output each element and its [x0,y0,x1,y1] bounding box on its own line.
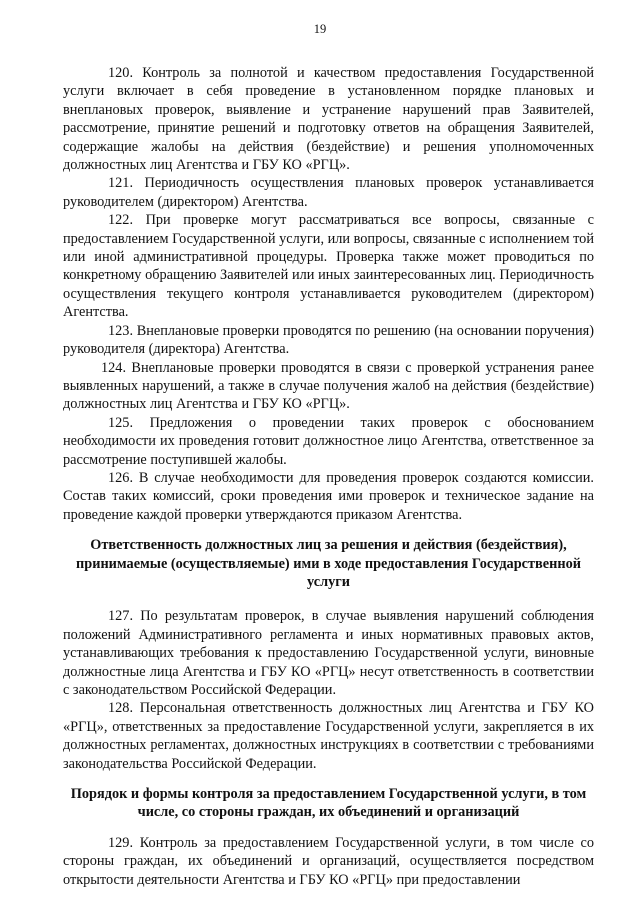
paragraph-126: 126. В случае необходимости для проведения проверок создаются комиссии. Состав таких комиссий, сроки проведения ими проверок и техническое задание на проведение каждой проверки утверждаются приказом Агентства. [63,469,594,523]
paragraph-120: 120. Контроль за полнотой и качеством предоставления Государственной услуги включает в себя проведение в установленном порядке плановых и внеплановых проверок, выявление и устранение нарушений прав Заявителей, рассмотрение, принятие решений и подготовку ответов на обращения Заявителей, содержащие жалобы на действия (бездействие) и решения уполномоченных должностных лиц Агентства и ГБУ КО «РГЦ». [63,65,594,174]
section-heading-responsibility: Ответственность должностных лиц за решения и действия (бездействия), принимаемые (осуществляемые) ими в ходе предоставления Государственной услуги [76,537,581,590]
paragraph-123: 123. Внеплановые проверки проводятся по решению (на основании поручения) руководителя (директора) Агентства. [63,322,594,358]
paragraph-122: 122. При проверке могут рассматриваться все вопросы, связанные с предоставлением Государственной услуги, или вопросы, связанные с исполнением той или иной административной процедуры. Проверка также может проводиться по конкретному обращению Заявителей или иных заинтересованных лиц. Периодичность осуществления текущего контроля устанавливается руководителем (директором) Агентства. [63,212,594,321]
paragraph-124: 124. Внеплановые проверки проводятся в связи с проверкой устранения ранее выявленных нарушений, а также в случае получения жалоб на действия (бездействие) должностных лиц Агентства и ГБУ КО «РГЦ». [63,359,594,413]
paragraph-121: 121. Периодичность осуществления плановых проверок устанавливается руководителем (директором) Агентства. [63,175,594,210]
page-number: 19 [313,22,327,36]
paragraph-125: 125. Предложения о проведении таких проверок с обоснованием необходимости их проведения готовит должностное лицо Агентства, ответственное за рассмотрение поступившей жалобы. [63,414,594,468]
paragraph-127: 127. По результатам проверок, в случае выявления нарушений соблюдения положений Административного регламента и иных нормативных правовых актов, устанавливающих требования к предоставлению Государственной услуги, виновные должностные лица Агентства и ГБУ КО «РГЦ» несут ответственность в соответствии с законодательством Российской Федерации. [63,608,594,698]
paragraph-129: 129. Контроль за предоставлением Государственной услуги, в том числе со стороны граждан, их объединений и организаций, осуществляется посредством открытости деятельности Агентства и ГБУ КО «РГЦ» при предоставлении [63,834,594,888]
section-heading-control: Порядок и формы контроля за предоставлением Государственной услуги, в том числе, со стороны граждан, их объединений и организаций [70,786,587,821]
document-body [63,64,594,889]
paragraph-128: 128. Персональная ответственность должностных лиц Агентства и ГБУ КО «РГЦ», ответственных за предоставление Государственной услуги, закрепляется в их должностных регламентах, должностных инструкциях в соответствии с требованиями законодательства Российской Федерации. [63,700,594,772]
